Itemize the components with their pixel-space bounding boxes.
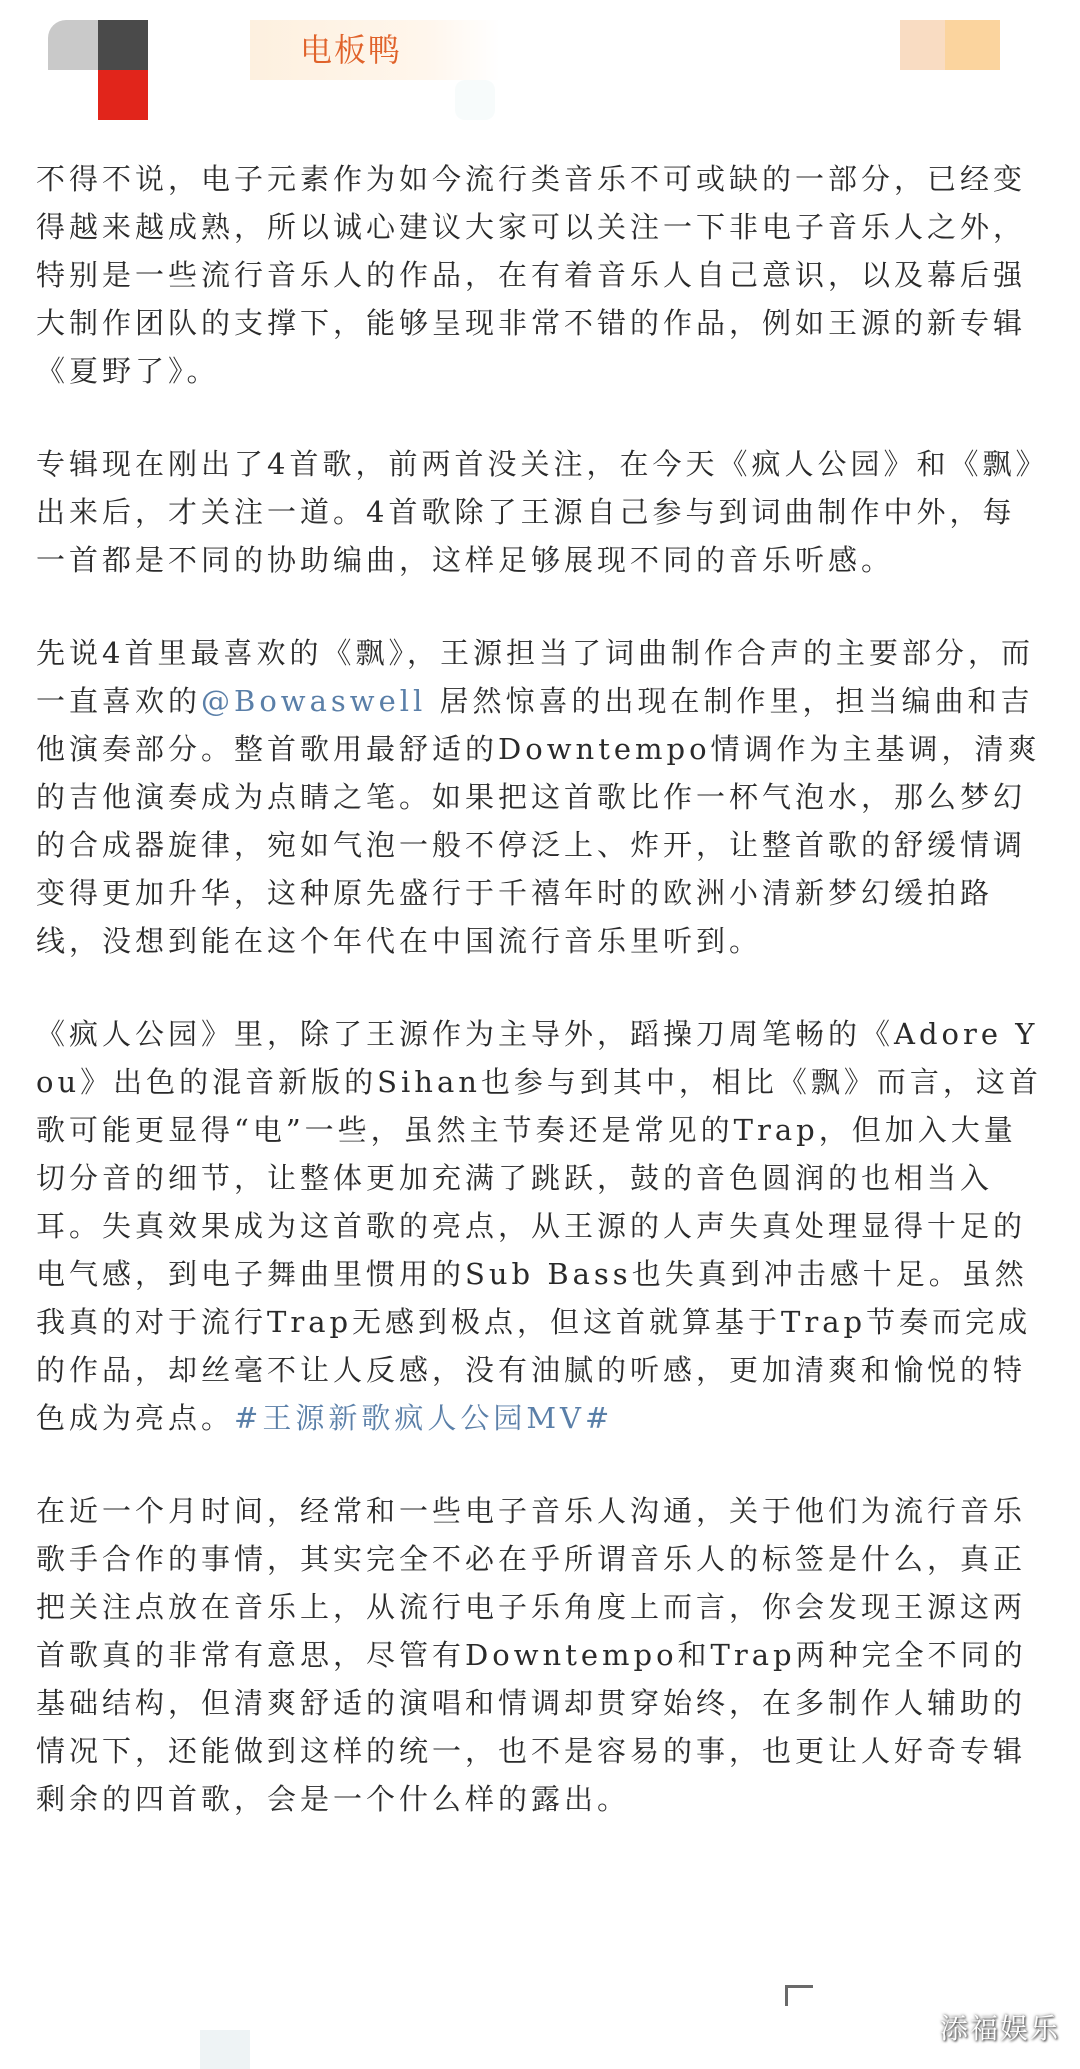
follow-button-left xyxy=(900,20,945,70)
paragraph-4 xyxy=(36,1010,1046,1442)
follow-button[interactable] xyxy=(900,20,1000,70)
watermark: 添福娱乐 xyxy=(939,2012,1060,2045)
article-body xyxy=(36,155,1046,1868)
paragraph-3-text-b: 居然惊喜的出现在制作里，担当编曲和吉他演奏部分。整首歌用最舒适的Downtempo情调作为主基调，清爽的吉他演奏成为点睛之笔。如果把这首歌比作一杯气泡水，那么梦幻的合成器旋律，宛如气泡一般不停泛上、炸开，让整首歌的舒缓情调变得更加升华，这种原先盛行于千禧年时的欧洲小清新梦幻缓拍路线，没想到能在这个年代在中国流行音乐里听到。 xyxy=(36,684,1041,958)
paragraph-2: 专辑现在刚出了4首歌，前两首没关注，在今天《疯人公园》和《飘》出来后，才关注一道。4首歌除了王源自己参与到词曲制作中外，每一首都是不同的协助编曲，这样足够展现不同的音乐听感。 xyxy=(36,447,1034,577)
image-corner-icon xyxy=(785,1985,813,2006)
avatar-tile-red xyxy=(98,70,148,120)
paragraph-4-text: 《疯人公园》里，除了王源作为主导外，蹈操刀周笔畅的《Adore You》出色的混音新版的Sihan也参与到其中，相比《飘》而言，这首歌可能更显得“电”一些，虽然主节奏还是常见的Trap，但加入大量切分音的细节，让整体更加充满了跳跃，鼓的音色圆润的也相当入耳。失真效果成为这首歌的亮点，从王源的人声失真处理显得十足的电气感，到电子舞曲里惯用的Sub Bass也失真到冲击感十足。虽然我真的对于流行Trap无感到极点，但这首就算基于Trap节奏而完成的作品，却丝毫不让人反感，没有油腻的听感，更加清爽和愉悦的特色成为亮点。 xyxy=(36,1017,1042,1435)
header-blur-patch xyxy=(455,80,495,120)
follow-button-right xyxy=(945,20,1000,70)
avatar-tile-dark xyxy=(98,20,148,70)
bottom-blur-patch xyxy=(200,2030,250,2069)
paragraph-1: 不得不说，电子元素作为如今流行类音乐不可或缺的一部分，已经变得越来越成熟，所以诚心建议大家可以关注一下非电子音乐人之外，特别是一些流行音乐人的作品，在有着音乐人自己意识，以及幕后强大制作团队的支撑下，能够呈现非常不错的作品，例如王源的新专辑《夏野了》。 xyxy=(36,162,1027,388)
post-header xyxy=(0,0,1080,130)
hashtag-link[interactable]: #王源新歌疯人公园MV# xyxy=(234,1401,614,1435)
avatar[interactable] xyxy=(48,20,148,120)
paragraph-3 xyxy=(36,629,1046,965)
username[interactable]: 电板鸭 xyxy=(250,20,500,80)
avatar-tile-gray xyxy=(48,20,98,70)
paragraph-3-text-a: 先说4首里最喜欢的《飘》，王源担当了词曲制作合声的主要部分，而一直喜欢的 xyxy=(36,636,1034,718)
paragraph-5: 在近一个月时间，经常和一些电子音乐人沟通，关于他们为流行音乐歌手合作的事情，其实完全不必在乎所谓音乐人的标签是什么，真正把关注点放在音乐上，从流行电子乐角度上而言，你会发现王源这两首歌真的非常有意思，尽管有Downtempo和Trap两种完全不同的基础结构，但清爽舒适的演唱和情调却贯穿始终，在多制作人辅助的情况下，还能做到这样的统一，也不是容易的事，也更让人好奇专辑剩余的四首歌，会是一个什么样的露出。 xyxy=(36,1494,1027,1816)
mention-link[interactable]: @Bowaswell xyxy=(201,684,427,718)
